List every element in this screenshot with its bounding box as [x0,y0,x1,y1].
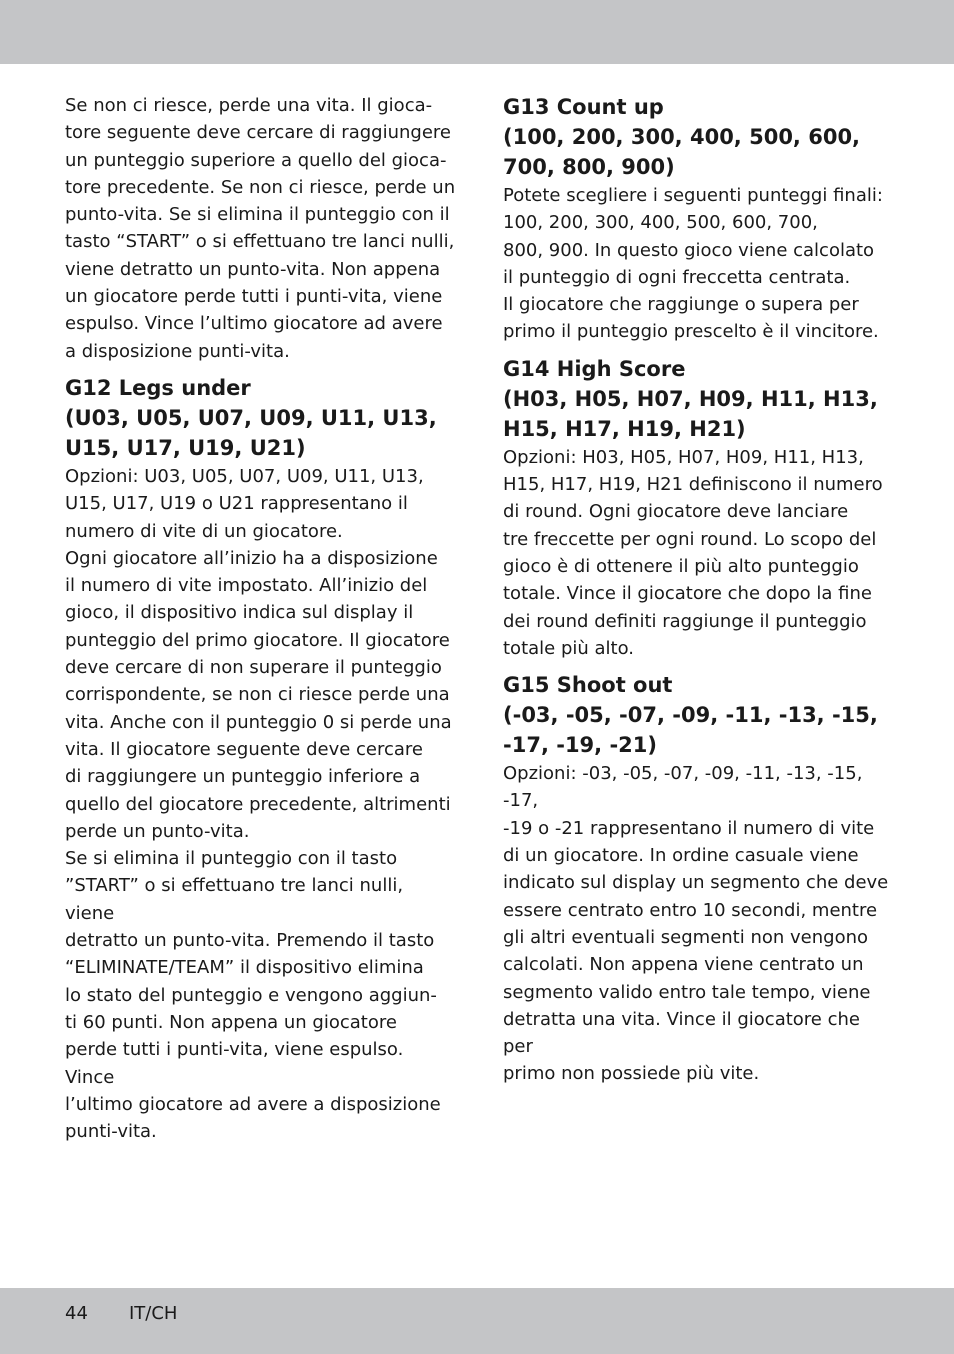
section-heading-g15: G15 Shoot out (-03, -05, -07, -09, -11, -13, -15, -17, -19, -21) [503,673,878,758]
page-number: 44 [65,1303,88,1324]
section-heading-g14: G14 High Score (H03, H05, H07, H09, H11, H13, H15, H17, H19, H21) [503,356,878,441]
section-body-g15: Opzioni: -03, -05, -07, -09, -11, -13, -15, -17, -19 o -21 rappresentano il numero di vite di un giocatore. In ordine casuale viene indicato sul display un segmento che deve essere centrato entro 10 secondi, mentre gli altri eventuali segmenti non vengono calcolati. Non appena viene centrato un segmento valido entro tale tempo, viene detratta una vita. Vince il giocatore che per primo non possiede più vite. [503,763,889,1085]
header-band [0,0,954,64]
section-body-g12: Opzioni: U03, U05, U07, U09, U11, U13, U15, U17, U19 o U21 rappresentano il numero di vite di un giocatore. Ogni giocatore all’inizio ha a disposizione il numero di vite impostato. All’inizio del gioco, il dispositivo indica sul display il punteggio del primo giocatore. Il giocatore deve cercare di non superare il punteggio corrispondente, se non ci riesce perde una vita. Anche con il punteggio 0 si perde una vita. Il giocatore seguente deve cercare di raggiungere un punteggio inferiore a quello del giocatore precedente, altrimenti perde un punto-vita. Se si elimina il punteggio con il tasto ”START” o si effettuano tre lanci nulli, viene detratto un punto-vita. Premendo il tasto “ELIMINATE/TEAM” il dispositivo elimina lo stato del punteggio e vengono aggiun- ti 60 punti. Non appena un giocatore perde tutti i punti-vita, viene espulso. Vince l’ultimo giocatore ad avere a disposizione punti-vita. [65,465,452,1143]
intro-paragraph: Se non ci riesce, perde una vita. Il gioca- tore seguente deve cercare di raggiungere un punteggio superiore a quello del gioca- tore precedente. Se non ci riesce, perde un punto-vita. Se si elimina il punteggio con il tasto “START” o si effettuano tre lanci nulli, viene detratto un punto-vita. Non appena un giocatore perde tutti i punti-vita, viene espulso. Vince l’ultimo giocatore ad avere a disposizione punti-vita. [65,95,456,362]
section-body-g14: Opzioni: H03, H05, H07, H09, H11, H13, H15, H17, H19, H21 definiscono il numero di round. Ogni giocatore deve lanciare tre freccette per ogni round. Lo scopo del gioco è di ottenere il più alto punteggio totale. Vince il giocatore che dopo la fine dei round definiti raggiunge il punteggio totale più alto. [503,446,883,659]
section-body-g13: Potete scegliere i seguenti punteggi finali: 100, 200, 300, 400, 500, 600, 700, 800, 900. In questo gioco viene calcolato il punteggio di ogni freccetta centrata. Il giocatore che raggiunge o supera per primo il punteggio prescelto è il vincitore. [503,185,883,343]
locale-label: IT/CH [129,1303,178,1324]
right-column [503,92,895,1088]
section-heading-g13: G13 Count up (100, 200, 300, 400, 500, 600, 700, 800, 900) [503,95,861,179]
left-column [65,92,457,1145]
section-heading-g12: G12 Legs under (U03, U05, U07, U09, U11, U13, U15, U17, U19, U21) [65,375,437,460]
